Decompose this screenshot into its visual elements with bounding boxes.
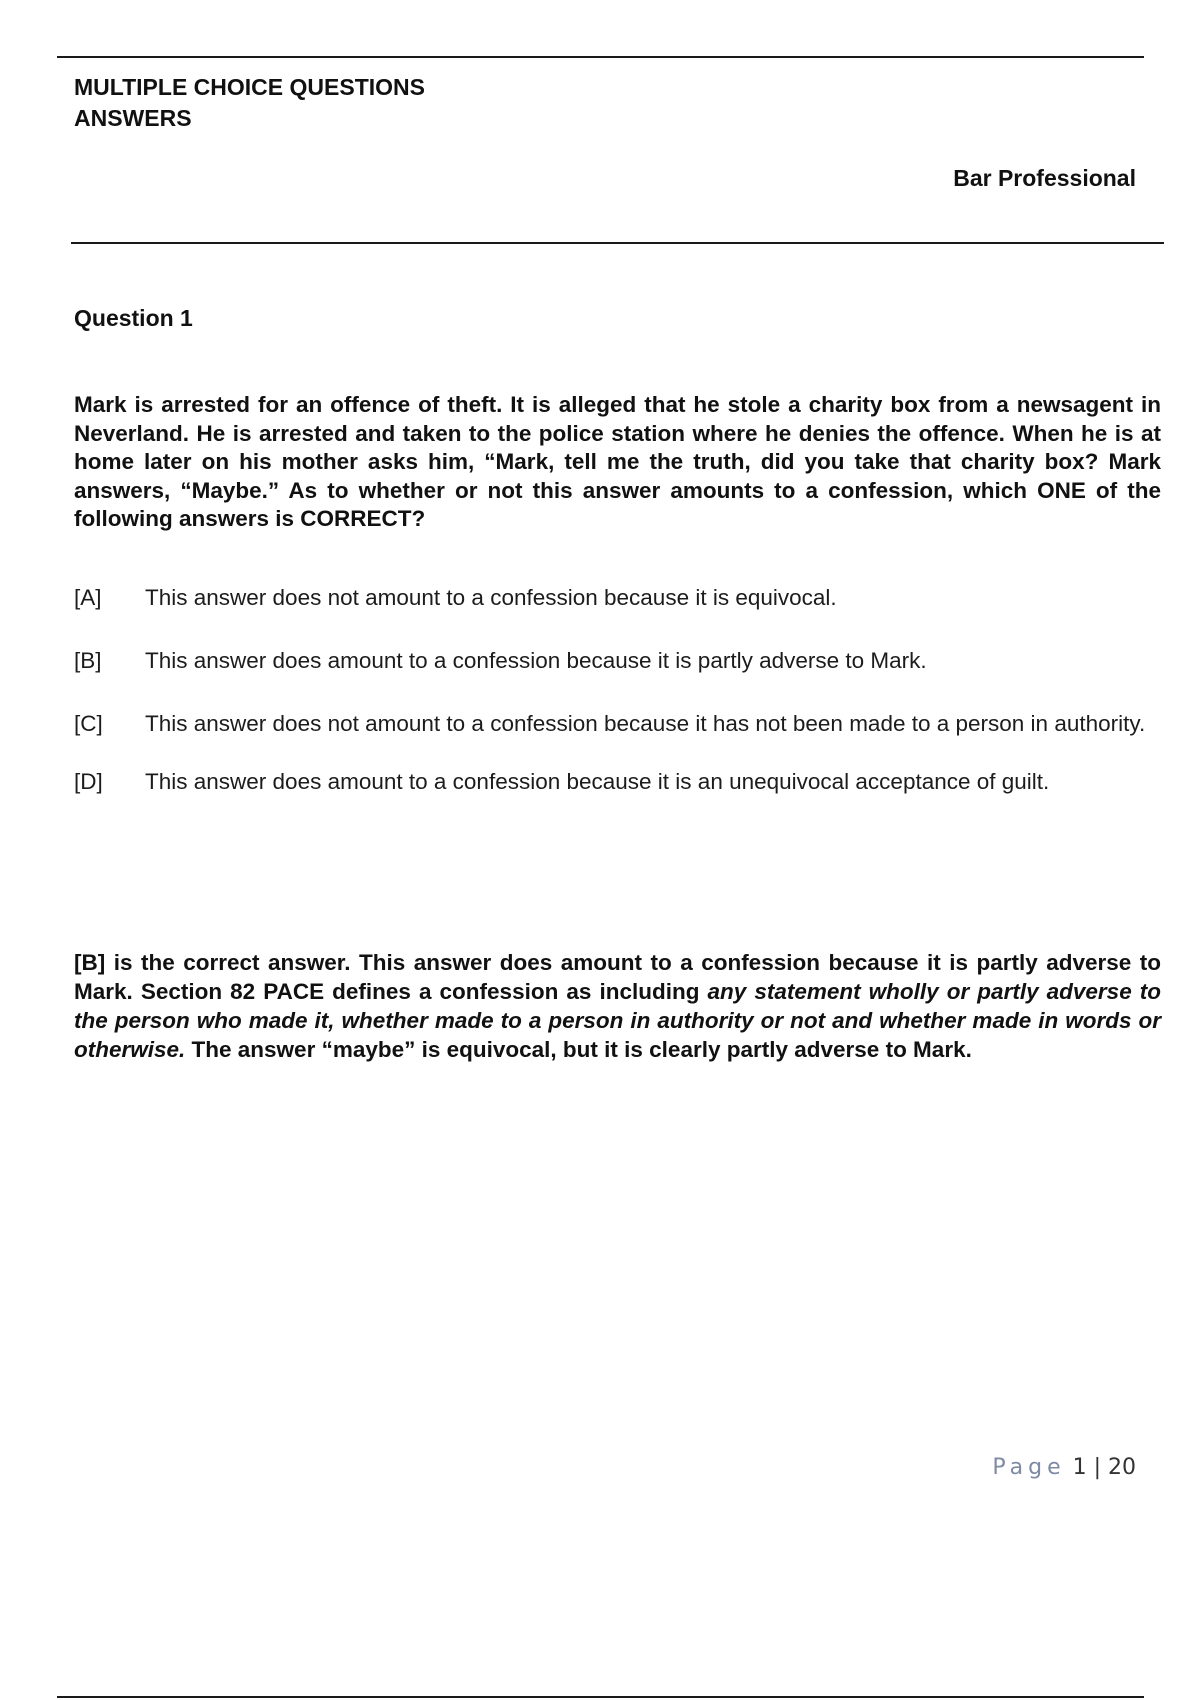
option-text: This answer does amount to a confession because it is partly adverse to Mark. xyxy=(145,648,927,673)
header-divider xyxy=(71,242,1164,244)
title-line-1: MULTIPLE CHOICE QUESTIONS xyxy=(74,74,425,100)
bottom-divider xyxy=(57,1696,1144,1698)
option-letter: [A] xyxy=(74,585,102,610)
answer-explanation xyxy=(74,948,1161,1064)
top-divider xyxy=(57,56,1144,58)
page-number xyxy=(992,1454,1136,1482)
option-text: This answer does not amount to a confession because it is equivocal. xyxy=(145,585,837,610)
option-text: This answer does amount to a confession because it is an unequivocal acceptance of guilt. xyxy=(145,769,1050,794)
option-b xyxy=(74,645,1161,677)
page-count: 1 | 20 xyxy=(1072,1455,1136,1480)
answer-options xyxy=(74,582,1161,798)
option-letter: [C] xyxy=(74,711,103,736)
title-line-2: ANSWERS xyxy=(74,105,192,131)
page-label: Page xyxy=(992,1455,1066,1480)
answer-part-1: [B] is the correct answer. This answer does amount to a confession because it is partly adverse to Mark. Section 82 PACE defines a confession as including xyxy=(74,950,1161,1004)
option-letter: [B] xyxy=(74,648,102,673)
document-title xyxy=(74,72,425,134)
option-c xyxy=(74,708,1161,740)
question-heading: Question 1 xyxy=(74,305,193,331)
option-a xyxy=(74,582,1161,614)
question-text: Mark is arrested for an offence of theft. It is alleged that he stole a charity box from a newsagent in Neverland. He is arrested and taken to the police station where he denies the offence. When he is at home later on his mother asks him, “Mark, tell me the truth, did you take that charity box? Mark answers, “Maybe.” As to whether or not this answer amounts to a confession, which ONE of the following answers is CORRECT? xyxy=(74,392,1161,531)
document-subtitle: Bar Professional xyxy=(953,165,1136,191)
answer-statute-quote: any statement wholly or partly adverse to the person who made it, whether made to a person in authority or not and whether made in words or otherwise. xyxy=(74,979,1161,1062)
answer-part-2: The answer “maybe” is equivocal, but it is clearly partly adverse to Mark. xyxy=(185,1037,972,1062)
option-letter: [D] xyxy=(74,769,103,794)
option-d xyxy=(74,766,1161,798)
option-text: This answer does not amount to a confession because it has not been made to a person in authority. xyxy=(145,711,1146,736)
